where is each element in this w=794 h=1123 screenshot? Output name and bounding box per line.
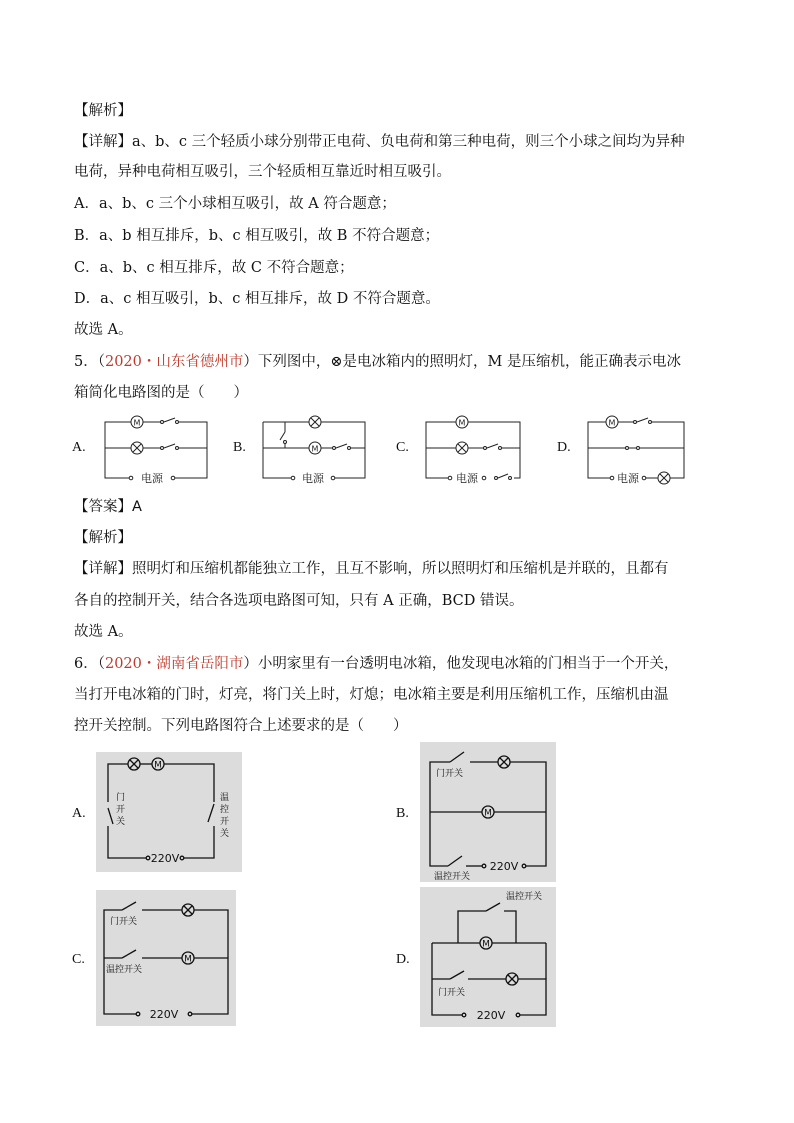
temp-switch-label: 温 bbox=[220, 793, 230, 803]
analysis-option-d: D．a、c 相互吸引，b、c 相互排斥，故 D 不符合题意。 bbox=[74, 291, 440, 307]
q5-option-d-label: D. bbox=[557, 440, 571, 455]
temp-switch-label: 温控开关 bbox=[506, 892, 543, 902]
door-switch-label: 关 bbox=[116, 817, 126, 827]
q6-source: 2020・湖南省岳阳市 bbox=[104, 656, 244, 672]
motor-symbol: M bbox=[484, 808, 492, 819]
analysis-option-c: C．a、b、c 相互排斥，故 C 不符合题意； bbox=[74, 260, 354, 276]
door-switch-label: 门 bbox=[116, 793, 126, 803]
motor-symbol: M bbox=[482, 939, 490, 950]
temp-switch-label: 温控开关 bbox=[106, 965, 143, 975]
q5-circuit-c bbox=[418, 410, 528, 488]
lamp-icon bbox=[182, 904, 194, 916]
q5-analysis-heading: 【解析】 bbox=[74, 530, 132, 546]
temp-switch-label: 温控开关 bbox=[434, 872, 471, 882]
motor-symbol: M bbox=[184, 954, 192, 965]
power-label: 电源 bbox=[456, 472, 478, 485]
q5-number: 5．（ bbox=[74, 354, 105, 370]
q6-circuit-b bbox=[420, 742, 556, 882]
q5-option-b-label: B. bbox=[233, 440, 246, 455]
q5-stem-text: ）下列图中，⊗是电冰箱内的照明灯，M 是压缩机，能正确表示电冰 bbox=[243, 354, 681, 370]
temp-switch-label: 开 bbox=[220, 817, 230, 827]
door-switch-label: 门开关 bbox=[436, 769, 464, 779]
q5-detail-text: 照明灯和压缩机都能独立工作，且互不影响，所以照明灯和压缩机是并联的，且都有 bbox=[132, 561, 669, 577]
q6-stem-line1 bbox=[74, 654, 678, 674]
q5-circuit-d bbox=[580, 410, 695, 488]
q6-circuit-d bbox=[420, 887, 556, 1027]
q5-stem-line1 bbox=[74, 352, 681, 372]
door-switch-label: 门开关 bbox=[438, 988, 466, 998]
q5-detail-line1 bbox=[74, 559, 669, 579]
q6-option-a-label: A. bbox=[72, 806, 86, 821]
q5-circuit-b bbox=[255, 410, 375, 488]
detail-paragraph bbox=[74, 132, 685, 152]
detail-text-line1: a、b、c 三个轻质小球分别带正电荷、负电荷和第三种电荷，则三个小球之间均为异种 bbox=[132, 134, 685, 150]
voltage-label: 220V bbox=[489, 860, 519, 873]
motor-symbol: M bbox=[311, 444, 319, 454]
voltage-label: 220V bbox=[149, 1008, 179, 1021]
temp-switch-label: 控 bbox=[220, 805, 230, 815]
voltage-label: 220V bbox=[150, 852, 180, 865]
q5-source: 2020・山东省德州市 bbox=[104, 354, 244, 370]
q6-circuit-a bbox=[96, 752, 242, 872]
lamp-icon bbox=[498, 756, 510, 768]
analysis-option-b: B．a、b 相互排斥，b、c 相互吸引，故 B 不符合题意； bbox=[74, 228, 440, 244]
q6-number: 6．（ bbox=[74, 656, 105, 672]
q6-stem-line2: 当打开电冰箱的门时，灯亮，将门关上时，灯熄；电冰箱主要是利用压缩机工作，压缩机由温 bbox=[74, 687, 669, 703]
voltage-label: 220V bbox=[476, 1009, 506, 1022]
motor-symbol: M bbox=[608, 418, 616, 428]
q5-detail-line2: 各自的控制开关，结合各选项电路图可知，只有 A 正确，BCD 错误。 bbox=[74, 593, 524, 609]
q6-circuit-c bbox=[96, 890, 236, 1026]
conclusion: 故选 A。 bbox=[74, 322, 133, 338]
detail-tag: 【详解】 bbox=[74, 134, 132, 150]
temp-switch-label: 关 bbox=[220, 829, 230, 839]
motor-symbol: M bbox=[154, 760, 162, 771]
power-label: 电源 bbox=[141, 472, 163, 485]
q5-detail-tag: 【详解】 bbox=[74, 561, 132, 577]
q6-option-d-label: D. bbox=[396, 952, 410, 967]
door-switch-label: 门开关 bbox=[110, 917, 138, 927]
detail-text-line2: 电荷，异种电荷相互吸引，三个轻质相互靠近时相互吸引。 bbox=[74, 164, 451, 180]
lamp-icon bbox=[658, 472, 670, 484]
lamp-icon bbox=[128, 758, 140, 770]
q6-stem-text: ）小明家里有一台透明电冰箱，他发现电冰箱的门相当于一个开关， bbox=[243, 656, 679, 672]
q5-circuit-a bbox=[95, 410, 215, 488]
q6-stem-line3: 控开关控制。下列电路图符合上述要求的是（ ） bbox=[74, 718, 408, 734]
motor-symbol: M bbox=[458, 418, 466, 428]
q5-option-a-label: A. bbox=[72, 440, 86, 455]
q6-option-b-label: B. bbox=[396, 806, 409, 821]
q5-option-c-label: C. bbox=[396, 440, 409, 455]
q5-answer: 【答案】A bbox=[74, 499, 142, 515]
lamp-icon bbox=[131, 442, 143, 454]
lamp-icon bbox=[309, 416, 321, 428]
power-label: 电源 bbox=[302, 472, 324, 485]
lamp-icon bbox=[456, 442, 468, 454]
q6-option-c-label: C. bbox=[72, 952, 85, 967]
power-label: 电源 bbox=[617, 472, 639, 485]
door-switch-label: 开 bbox=[116, 805, 126, 815]
q5-stem-line2: 箱简化电路图的是（ ） bbox=[74, 385, 248, 401]
motor-symbol: M bbox=[133, 418, 141, 428]
analysis-option-a: A．a、b、c 三个小球相互吸引，故 A 符合题意； bbox=[74, 196, 396, 212]
analysis-heading: 【解析】 bbox=[74, 103, 132, 119]
q5-conclusion: 故选 A。 bbox=[74, 624, 133, 640]
lamp-icon bbox=[506, 973, 518, 985]
